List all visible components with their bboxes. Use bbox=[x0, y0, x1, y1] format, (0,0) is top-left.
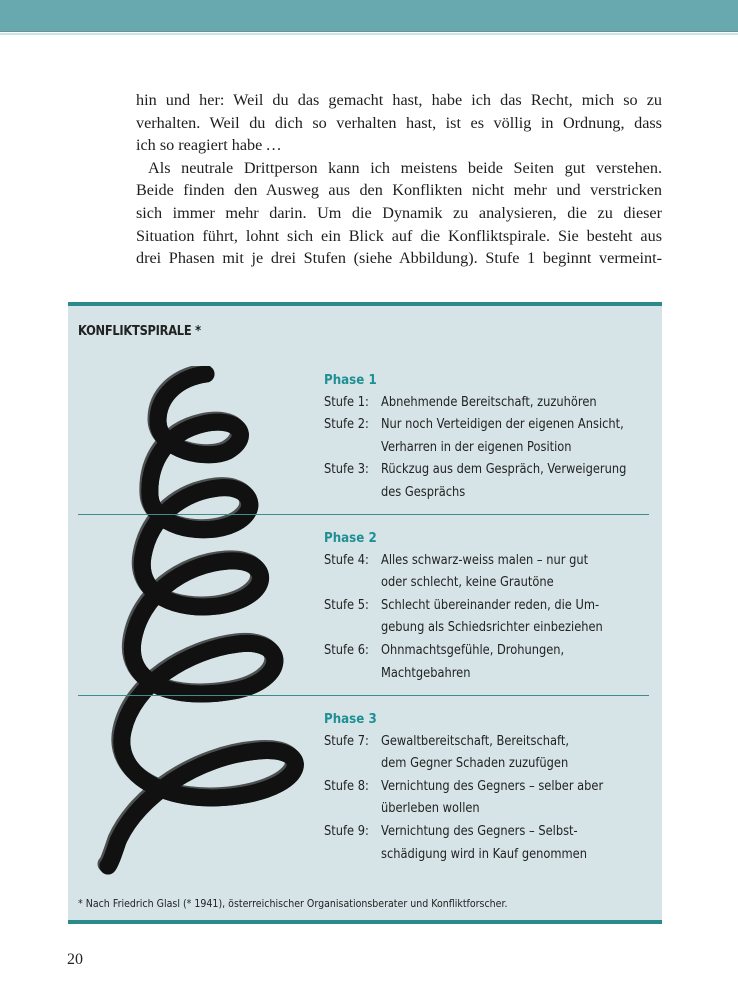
phase-divider bbox=[78, 514, 649, 515]
stage-text: des Gesprächs bbox=[381, 484, 466, 500]
stage-label: Stufe 2: bbox=[324, 417, 369, 433]
stage-text: Nur noch Verteidigen der eigenen Ansicht, bbox=[381, 417, 624, 433]
stage-label: Stufe 4: bbox=[324, 552, 369, 568]
stage-text: Schlecht übereinander reden, die Um- bbox=[381, 597, 600, 613]
paragraph-2 bbox=[136, 157, 662, 270]
stage-5 bbox=[324, 595, 664, 640]
text-line: verhalten. Weil du dich so verhalten hast, ist es völlig in Ordnung, dass bbox=[136, 113, 662, 132]
text-line: Als neutrale Drittperson kann ich meistens beide Seiten gut verstehen. bbox=[148, 158, 662, 177]
stage-label: Stufe 8: bbox=[324, 778, 369, 794]
text-line: sich immer mehr darin. Um die Dynamik zu analysieren, die zu dieser bbox=[136, 203, 662, 222]
header-bar bbox=[0, 0, 738, 32]
phase-1 bbox=[324, 369, 664, 505]
spiral-illustration-icon bbox=[88, 366, 328, 876]
stage-label: Stufe 3: bbox=[324, 462, 369, 478]
phase-3 bbox=[324, 708, 664, 866]
stage-6 bbox=[324, 640, 664, 685]
stage-1 bbox=[324, 392, 664, 415]
stage-8 bbox=[324, 776, 664, 821]
stage-text: Vernichtung des Gegners – Selbst- bbox=[381, 823, 578, 839]
phase-title: Phase 1 bbox=[324, 372, 377, 388]
box-title: KONFLIKTSPIRALE * bbox=[78, 324, 201, 339]
body-text bbox=[136, 89, 662, 270]
phase-2 bbox=[324, 527, 664, 685]
stage-label: Stufe 7: bbox=[324, 733, 369, 749]
stage-label: Stufe 9: bbox=[324, 823, 369, 839]
stage-4 bbox=[324, 550, 664, 595]
stage-text: oder schlecht, keine Grautöne bbox=[381, 575, 554, 591]
text-line: Beide finden den Ausweg aus den Konflikten nicht mehr und verstricken bbox=[136, 181, 662, 200]
phase-title: Phase 2 bbox=[324, 530, 377, 546]
footnote: * Nach Friedrich Glasl (* 1941), österreichischer Organisationsberater und Konfliktforscher. bbox=[78, 897, 508, 910]
stage-label: Stufe 5: bbox=[324, 597, 369, 613]
stage-text: Vernichtung des Gegners – selber aber bbox=[381, 778, 604, 794]
stage-text: Abnehmende Bereitschaft, zuzuhören bbox=[381, 394, 597, 410]
header-bar-highlight bbox=[0, 33, 738, 35]
text-line: ich so reagiert habe … bbox=[136, 136, 282, 155]
stage-text: dem Gegner Schaden zuzufügen bbox=[381, 756, 569, 772]
paragraph-1 bbox=[136, 89, 662, 157]
stage-text: überleben wollen bbox=[381, 801, 480, 817]
stage-text: Machtgebahren bbox=[381, 665, 471, 681]
stage-9 bbox=[324, 821, 664, 866]
conflict-spiral-box bbox=[68, 302, 662, 924]
stage-text: Verharren in der eigenen Position bbox=[381, 439, 572, 455]
text-line: Situation führt, lohnt sich ein Blick auf die Konfliktspirale. Sie besteht aus bbox=[136, 226, 662, 245]
stage-text: Rückzug aus dem Gespräch, Verweigerung bbox=[381, 462, 627, 478]
stage-text: Ohnmachtsgefühle, Drohungen, bbox=[381, 642, 565, 658]
stage-text: gebung als Schiedsrichter einbeziehen bbox=[381, 620, 603, 636]
stage-2 bbox=[324, 414, 664, 459]
stage-7 bbox=[324, 731, 664, 776]
stage-3 bbox=[324, 459, 664, 504]
phase-title: Phase 3 bbox=[324, 711, 377, 727]
phase-divider bbox=[78, 695, 649, 696]
text-line: hin und her: Weil du das gemacht hast, habe ich das Recht, mich so zu bbox=[136, 91, 662, 109]
stage-label: Stufe 6: bbox=[324, 642, 369, 658]
stage-text: Alles schwarz-weiss malen – nur gut bbox=[381, 552, 589, 568]
stage-text: Gewaltbereitschaft, Bereitschaft, bbox=[381, 733, 569, 749]
stage-text: schädigung wird in Kauf genommen bbox=[381, 846, 587, 862]
stage-label: Stufe 1: bbox=[324, 394, 369, 410]
text-line: drei Phasen mit je drei Stufen (siehe Abbildung). Stufe 1 beginnt vermeint- bbox=[136, 249, 662, 268]
page-number: 20 bbox=[67, 951, 83, 968]
